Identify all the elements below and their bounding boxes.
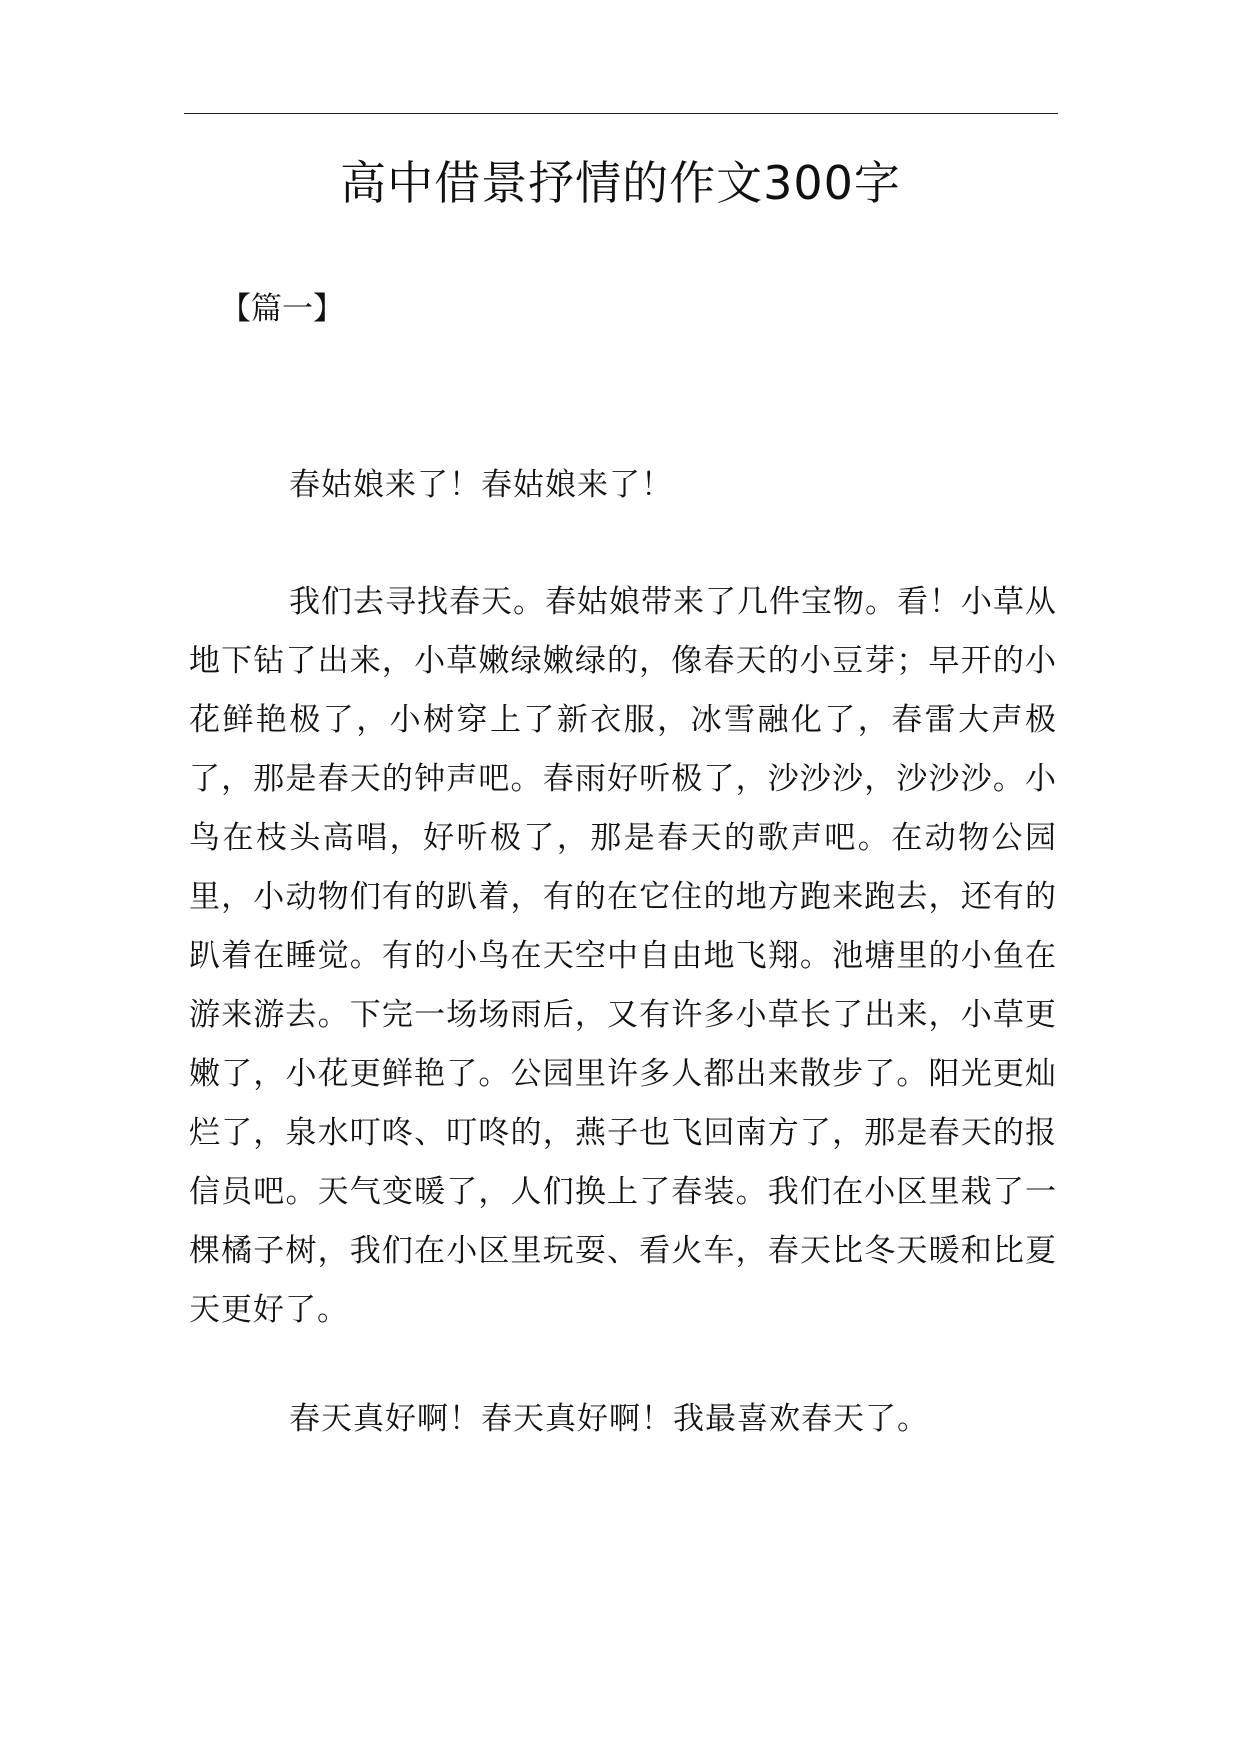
paragraph-3: 春天真好啊！春天真好啊！我最喜欢春天了。 <box>289 1401 929 1437</box>
document-title: 高中借景抒情的作文300字 <box>340 156 901 210</box>
section-label: 【篇一】 <box>220 291 344 327</box>
paragraph-2: 我们去寻找春天。春姑娘带来了几件宝物。看！小草从地下钻了出来，小草嫩绿嫩绿的，像春天的小豆芽；早开的小花鲜艳极了，小树穿上了新衣服，冰雪融化了，春雷大声极了，那是春天的钟声吧。春雨好听极了，沙沙沙，沙沙沙。小鸟在枝头高唱，好听极了，那是春天的歌声吧。在动物公园里，小动物们有的趴着，有的在它住的地方跑来跑去，还有的趴着在睡觉。有的小鸟在天空中自由地飞翔。池塘里的小鱼在游来游去。下完一场场雨后，又有许多小草长了出来，小草更嫩了，小花更鲜艳了。公园里许多人都出来散步了。阳光更灿烂了，泉水叮咚、叮咚的，燕子也飞回南方了，那是春天的报信员吧。天气变暖了，人们换上了春装。我们在小区里栽了一棵橘子树，我们在小区里玩耍、看火车，春天比冬天暖和比夏天更好了。 <box>189 584 1057 1328</box>
paragraph-1: 春姑娘来了！春姑娘来了！ <box>289 467 673 503</box>
header-rule <box>184 113 1058 114</box>
